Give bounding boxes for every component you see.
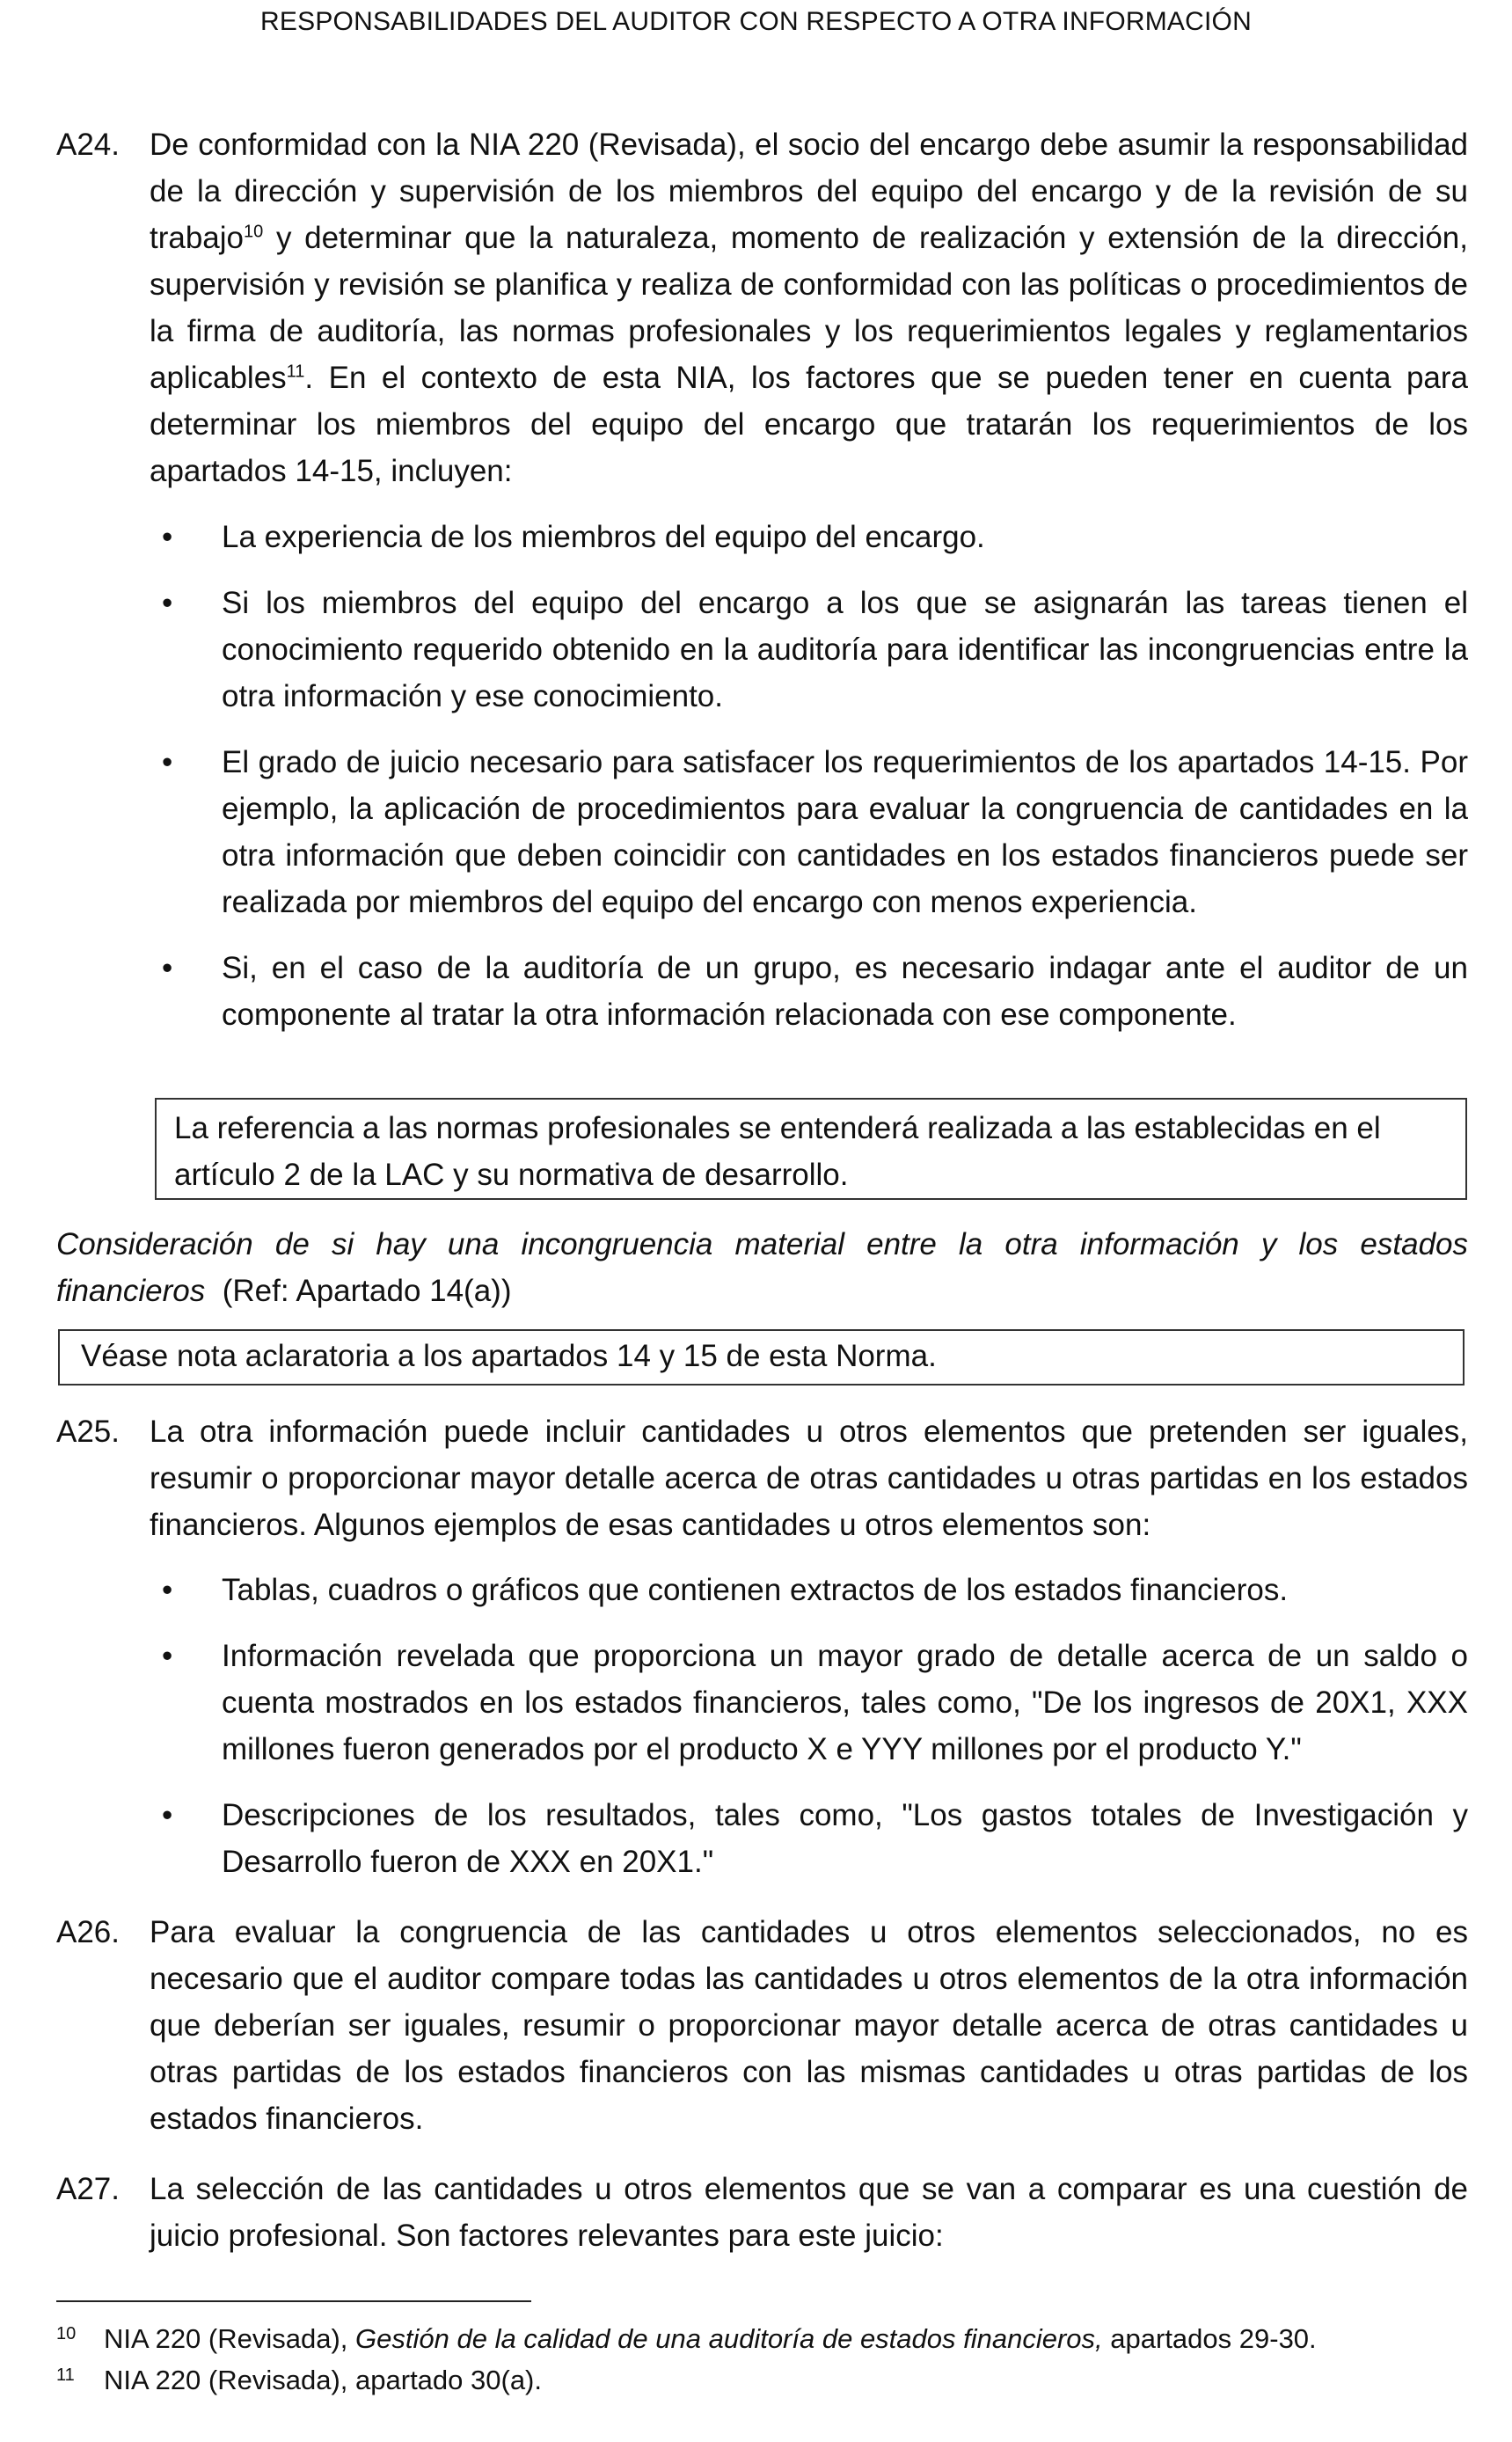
bullet-icon: • [162, 951, 173, 985]
bullet-icon: • [162, 520, 173, 554]
paragraph-a27 [56, 2166, 1468, 2259]
bullet-icon: • [162, 1798, 173, 1832]
bullet-list-a25 [150, 1567, 1468, 1885]
paragraph-text: La otra información puede incluir cantidades u otros elementos que pretenden ser iguales, resumir o proporcionar mayor detalle acerca de otras cantidades u otras partidas en los estados financieros. Algunos ejemplos de esas cantidades u otros elementos son: [150, 1415, 1468, 1542]
footnote-number: 10 [56, 2324, 77, 2343]
bullet-icon: • [162, 586, 173, 620]
footnote-separator [56, 2300, 531, 2302]
paragraph-number: A26. [56, 1915, 120, 1949]
footnote-ref-10[interactable]: 10 [244, 222, 264, 242]
bullet-icon: • [162, 745, 173, 779]
bullet-icon: • [162, 1573, 173, 1607]
list-item: • El grado de juicio necesario para satisfacer los requerimientos de los apartados 14-15. Por ejemplo, la aplicación de procedimientos para evaluar la congruencia de cantidades en la otra información que deben coincidir con cantidades en los estados financieros puede ser realizada por miembros del equipo del encargo con menos experiencia. [150, 739, 1468, 925]
footnote-ref-11[interactable]: 11 [286, 362, 305, 382]
paragraph-text: La selección de las cantidades u otros elementos que se van a comparar es una cuestión de juicio profesional. Son factores relevantes para este juicio: [150, 2172, 1468, 2253]
section-heading: Consideración de si hay una incongruencia material entre la otra información y los estados financieros (Ref: Apartado 14(a)) [56, 1227, 1468, 1308]
list-item: • La experiencia de los miembros del equipo del encargo. [150, 514, 1468, 560]
bullet-icon: • [162, 1639, 173, 1673]
bullet-list-a24 [150, 514, 1468, 1038]
footnote-11: 11 NIA 220 (Revisada), apartado 30(a). [56, 2360, 1468, 2401]
paragraph-a26 [56, 1909, 1468, 2142]
paragraph-number: A27. [56, 2172, 120, 2206]
section-heading-ref: (Ref: Apartado 14(a)) [222, 1274, 512, 1308]
list-item: • Tablas, cuadros o gráficos que contienen extractos de los estados financieros. [150, 1567, 1468, 1613]
paragraph-number: A24. [56, 128, 120, 162]
list-item: • Si los miembros del equipo del encargo a los que se asignarán las tareas tienen el conocimiento requerido obtenido en la auditoría para identificar las incongruencias entre la otra información y ese conocimiento. [150, 580, 1468, 720]
footnote-10: 10 NIA 220 (Revisada), Gestión de la calidad de una auditoría de estados financieros, apartados 29-30. [56, 2319, 1468, 2359]
running-header: RESPONSABILIDADES DEL AUDITOR CON RESPECTO A OTRA INFORMACIÓN [260, 7, 1252, 36]
note-box: Véase nota aclaratoria a los apartados 14 y 15 de esta Norma. [58, 1329, 1465, 1386]
paragraph-a25 [56, 1408, 1468, 1548]
note-box: La referencia a las normas profesionales se entenderá realizada a las establecidas en el artículo 2 de la LAC y su normativa de desarrollo. [155, 1098, 1467, 1200]
paragraph-a24 [56, 121, 1468, 494]
list-item: • Si, en el caso de la auditoría de un grupo, es necesario indagar ante el auditor de un componente al tratar la otra información relacionada con ese componente. [150, 945, 1468, 1038]
paragraph-text: Para evaluar la congruencia de las cantidades u otros elementos seleccionados, no es necesario que el auditor compare todas las cantidades u otros elementos de la otra información que deberían ser iguales, resumir o proporcionar mayor detalle acerca de otras cantidades u otras partidas de los estados financieros con las mismas cantidades u otras partidas de los estados financieros. [150, 1915, 1468, 2136]
paragraph-number: A25. [56, 1415, 120, 1449]
list-item: • Información revelada que proporciona un mayor grado de detalle acerca de un saldo o cuenta mostrados en los estados financieros, tales como, "De los ingresos de 20X1, XXX millones fueron generados por el producto X e YYY millones por el producto Y." [150, 1633, 1468, 1773]
list-item: • Descripciones de los resultados, tales como, "Los gastos totales de Investigación y Desarrollo fueron de XXX en 20X1." [150, 1792, 1468, 1885]
footnote-number: 11 [56, 2365, 75, 2385]
paragraph-text: De conformidad con la NIA 220 (Revisada), el socio del encargo debe asumir la responsabilidad de la dirección y supervisión de los miembros del equipo del encargo y de la revisión de su trabajo$^{10}$ y determinar que la naturaleza, momento de realización y extensión de la dirección, supervisión y revisión se planifica y realiza de conformidad con las políticas o procedimientos de la firma de auditoría, las normas profesionales y los requerimientos legales y reglamentarios aplicables$^{11}$. En el contexto de esta NIA, los factores que se pueden tener en cuenta para determinar los miembros del equipo del encargo que tratarán los requerimientos de los apartados 14-15, incluyen: [150, 128, 1468, 488]
